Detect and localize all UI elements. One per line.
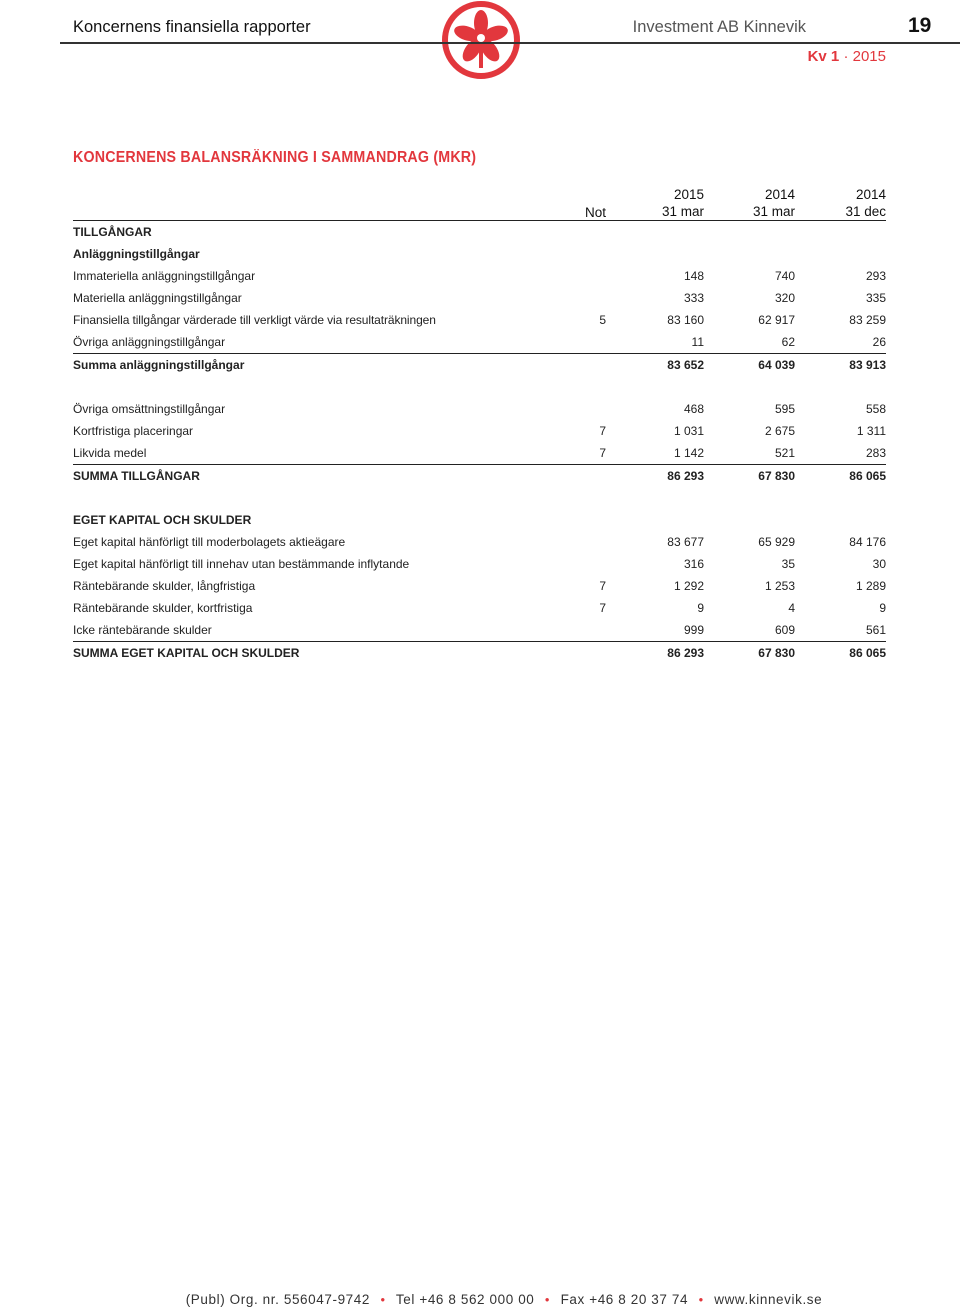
table-row (73, 398, 886, 420)
spacer-row (73, 487, 886, 509)
col-date: 31 mar (661, 204, 704, 219)
row-note: 7 (599, 579, 606, 593)
row-value-2014-mar: 62 (781, 335, 795, 349)
table-row (73, 331, 886, 354)
total-value-2014-mar: 67 830 (704, 465, 795, 488)
row-value-2014-mar: 740 (774, 269, 795, 283)
row-value-2015-mar: 333 (683, 291, 704, 305)
subtotal-value-2014-dec: 83 913 (795, 354, 886, 377)
subtotal-row (73, 354, 886, 377)
row-note: 7 (599, 424, 606, 438)
subsection-heading-row (73, 243, 886, 265)
table-row (73, 442, 886, 465)
company-name: Investment AB Kinnevik (632, 18, 806, 36)
row-value-2015-mar: 468 (683, 402, 704, 416)
row-value-2014-dec: 335 (865, 291, 886, 305)
row-note (561, 619, 613, 642)
row-note: 7 (599, 446, 606, 460)
table-row (73, 553, 886, 575)
footer-fax: Fax +46 8 20 37 74 (560, 1292, 689, 1307)
row-value-2014-mar: 320 (774, 291, 795, 305)
row-label: Eget kapital hänförligt till innehav utan bestämmande inflytande (73, 557, 410, 571)
row-value-2014-mar: 609 (774, 623, 795, 637)
table-row (73, 597, 886, 619)
page-title: KONCERNENS BALANSRÄKNING I SAMMANDRAG (MKR) (73, 149, 477, 166)
section-heading-equity: EGET KAPITAL OCH SKULDER (73, 513, 252, 527)
row-value-2014-mar: 35 (781, 557, 795, 571)
subtotal-label: Summa anläggningstillgångar (73, 354, 561, 377)
row-label: Räntebärande skulder, kortfristiga (73, 601, 253, 615)
row-label: Räntebärande skulder, långfristiga (73, 579, 256, 593)
row-value-2014-mar: 65 929 (758, 535, 795, 549)
total-value-2014-dec: 86 065 (795, 465, 886, 488)
row-note (561, 398, 613, 420)
footer-phone: Tel +46 8 562 000 00 (395, 1292, 535, 1307)
total-label: SUMMA TILLGÅNGAR (73, 465, 561, 488)
row-value-2014-dec: 30 (872, 557, 886, 571)
row-value-2015-mar: 1 031 (673, 424, 704, 438)
subtotal-value-2014-mar: 64 039 (704, 354, 795, 377)
total-row (73, 465, 886, 488)
row-label: Materiella anläggningstillgångar (73, 291, 242, 305)
col-header-2014-mar (704, 184, 795, 221)
row-value-2014-dec: 558 (865, 402, 886, 416)
footer-website: www.kinnevik.se (714, 1292, 823, 1307)
total-row (73, 642, 886, 665)
col-header-2015-mar (613, 184, 704, 221)
total-value-2014-dec: 86 065 (795, 642, 886, 665)
row-value-2014-dec: 9 (879, 601, 886, 615)
table-row (73, 309, 886, 331)
row-value-2015-mar: 83 677 (667, 535, 704, 549)
row-label: Likvida medel (73, 446, 147, 460)
row-value-2014-dec: 283 (865, 446, 886, 460)
row-value-2014-dec: 561 (865, 623, 886, 637)
subsection-heading-fixed: Anläggningstillgångar (73, 247, 200, 261)
col-header-not: Not (561, 184, 613, 221)
footer-org-number: (Publ) Org. nr. 556047-9742 (185, 1292, 371, 1307)
table-row (73, 619, 886, 642)
period-separator: · (843, 48, 849, 65)
row-note (561, 331, 613, 354)
table-row (73, 265, 886, 287)
footer-bullet-icon: ● (544, 1295, 551, 1304)
section-title: Koncernens finansiella rapporter (73, 18, 311, 36)
row-value-2014-mar: 4 (788, 601, 795, 615)
quarter-label: Kv 1 (807, 48, 840, 65)
kinnevik-logo-icon (440, 0, 522, 82)
row-label: Finansiella tillgångar värderade till verkligt värde via resultaträkningen (73, 313, 436, 327)
row-value-2015-mar: 1 142 (673, 446, 704, 460)
row-value-2014-dec: 83 259 (849, 313, 886, 327)
row-value-2014-mar: 1 253 (764, 579, 795, 593)
row-note: 7 (599, 601, 606, 615)
col-date: 31 dec (845, 204, 886, 219)
row-note (561, 531, 613, 553)
row-label: Kortfristiga placeringar (73, 424, 194, 438)
table-row (73, 287, 886, 309)
total-label: SUMMA EGET KAPITAL OCH SKULDER (73, 642, 561, 665)
report-period (808, 48, 886, 65)
section-heading-row (73, 509, 886, 531)
row-value-2015-mar: 83 160 (667, 313, 704, 327)
row-value-2014-mar: 595 (774, 402, 795, 416)
page-number: 19 (908, 14, 932, 37)
footer-bullet-icon: ● (380, 1295, 386, 1304)
row-value-2015-mar: 999 (683, 623, 704, 637)
balance-sheet-table (73, 184, 886, 664)
row-value-2014-mar: 62 917 (758, 313, 795, 327)
row-label: Icke räntebärande skulder (73, 623, 212, 637)
row-label: Övriga anläggningstillgångar (73, 335, 226, 349)
row-value-2015-mar: 11 (691, 335, 704, 349)
col-year: 2014 (855, 187, 886, 202)
row-note (561, 265, 613, 287)
row-value-2014-mar: 521 (774, 446, 795, 460)
total-value-2015-mar: 86 293 (613, 642, 704, 665)
column-header-row (73, 184, 886, 221)
subtotal-value-2015-mar: 83 652 (613, 354, 704, 377)
row-value-2014-mar: 2 675 (764, 424, 795, 438)
row-value-2014-dec: 84 176 (849, 535, 886, 549)
col-year: 2014 (764, 187, 795, 202)
footer-bullet-icon: ● (698, 1295, 704, 1304)
total-value-2014-mar: 67 830 (704, 642, 795, 665)
row-value-2014-dec: 1 311 (856, 424, 886, 438)
row-value-2014-dec: 1 289 (855, 579, 886, 593)
table-row (73, 531, 886, 553)
page-footer (0, 1292, 960, 1307)
row-label: Immateriella anläggningstillgångar (73, 269, 256, 283)
row-value-2015-mar: 316 (683, 557, 704, 571)
col-year: 2015 (673, 187, 704, 202)
year-label: 2015 (852, 48, 886, 65)
row-value-2014-dec: 293 (865, 269, 886, 283)
section-heading-row (73, 221, 886, 244)
table-row (73, 420, 886, 442)
section-heading-assets: TILLGÅNGAR (73, 225, 152, 239)
row-note (561, 553, 613, 575)
col-date: 31 mar (752, 204, 795, 219)
total-value-2015-mar: 86 293 (613, 465, 704, 488)
row-note: 5 (599, 313, 606, 327)
row-value-2015-mar: 148 (683, 269, 704, 283)
row-value-2014-dec: 26 (872, 335, 886, 349)
row-note (561, 287, 613, 309)
row-label: Övriga omsättningstillgångar (73, 402, 226, 416)
header-divider (60, 42, 960, 44)
col-header-2014-dec (795, 184, 886, 221)
row-value-2015-mar: 9 (697, 601, 704, 615)
row-value-2015-mar: 1 292 (673, 579, 704, 593)
spacer-row (73, 376, 886, 398)
row-label: Eget kapital hänförligt till moderbolagets aktieägare (73, 535, 346, 549)
table-row (73, 575, 886, 597)
